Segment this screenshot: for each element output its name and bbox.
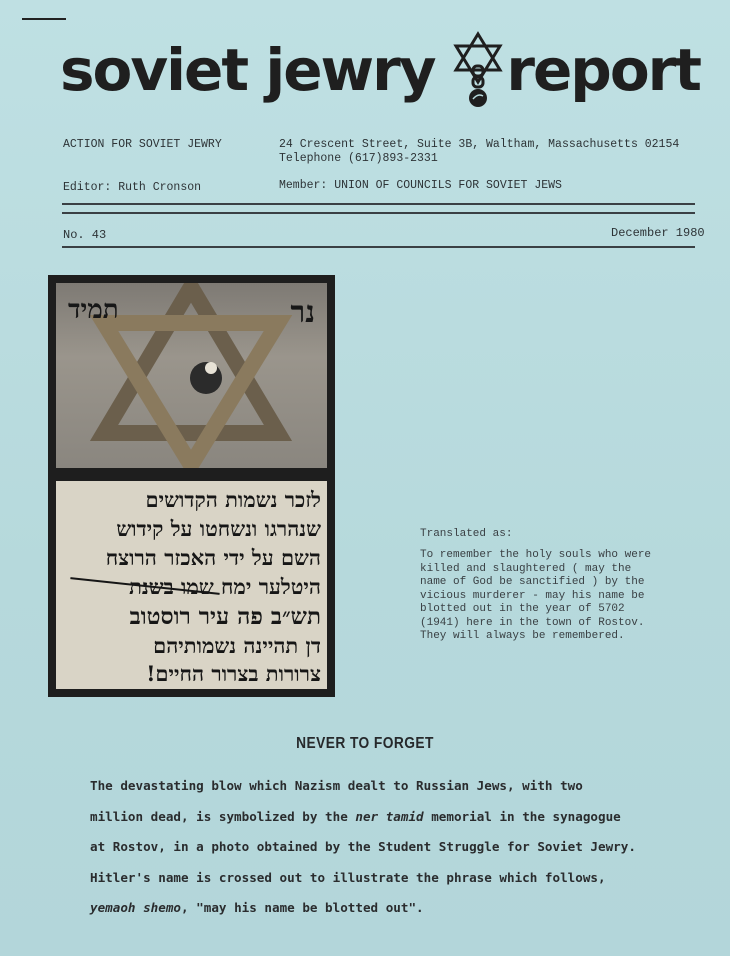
translation-line: They will always be remembered. — [420, 630, 625, 642]
inscription-line: היטלער ימח שמו בשנת — [129, 574, 321, 599]
photo-label-tamid: תמיד — [68, 295, 119, 325]
translation-line: name of God be sanctified ) by the — [420, 576, 645, 588]
translation-line: blotted out in the year of 5702 — [420, 603, 625, 615]
inscription-line: דן תהיינה נשמותיהם — [153, 633, 321, 658]
address-line-1: 24 Crescent Street, Suite 3B, Waltham, Massachusetts 02154 — [279, 138, 680, 151]
inscription-line: לזכר נשמות הקדושים — [145, 487, 321, 512]
header-rule-bottom — [62, 246, 695, 248]
article-headline: NEVER TO FORGET — [296, 735, 434, 752]
article-italic-term: ner tamid — [355, 808, 424, 824]
article-italic-term: yemaoh shemo — [90, 900, 181, 915]
translation-title: Translated as: — [420, 528, 513, 540]
article-body — [90, 778, 720, 931]
translation-line: (1941) here in the town of Rostov. — [420, 616, 645, 629]
inscription-line: שנהרגו ונשחטו על קידוש — [116, 516, 321, 541]
telephone: Telephone (617)893-2331 — [279, 152, 438, 165]
issue-date: December 1980 — [611, 226, 705, 240]
inscription-line: השם על ידי האכזר הרוצח — [105, 545, 321, 570]
header-rule-top — [62, 203, 695, 205]
inscription-line: תש״ב פה עיר רוסטוב — [129, 603, 321, 630]
article-text: memorial in the synagogue — [423, 808, 621, 824]
issue-number: No. 43 — [63, 228, 107, 242]
translation-line: vicious murderer - may his name be — [420, 589, 645, 602]
translation-body — [420, 549, 690, 644]
article-text: , "may his name be blotted out". — [181, 900, 424, 915]
masthead-title-left: soviet jewry — [60, 36, 435, 104]
translation-line: To remember the holy souls who were — [420, 549, 652, 561]
photo-label-ner: נר — [290, 295, 315, 330]
article-line — [90, 900, 720, 931]
org-name: ACTION FOR SOVIET JEWRY — [63, 138, 222, 151]
photo-star-area — [56, 283, 327, 468]
translation-line: killed and slaughtered ( may the — [420, 562, 632, 575]
member: Member: UNION OF COUNCILS FOR SOVIET JEWS — [279, 179, 562, 192]
inscription-line: צרורות בצרור החיים! — [146, 661, 321, 686]
memorial-photo — [48, 275, 335, 697]
photo-inscription-panel — [56, 481, 327, 689]
star-chain-logo-icon — [450, 30, 506, 110]
masthead-title-right: report — [506, 36, 700, 104]
header-rule-2 — [62, 212, 695, 214]
article-line: Hitler's name is crossed out to illustrate the phrase which follows, — [90, 869, 606, 885]
article-line — [90, 809, 720, 840]
editor: Editor: Ruth Cronson — [63, 181, 202, 194]
article-line: The devastating blow which Nazism dealt to Russian Jews, with two — [90, 778, 583, 793]
masthead — [60, 28, 700, 112]
article-line: at Rostov, in a photo obtained by the Student Struggle for Soviet Jewry. — [90, 839, 636, 854]
article-text: million dead, is symbolized by the — [90, 808, 356, 824]
corner-mark — [22, 18, 66, 20]
